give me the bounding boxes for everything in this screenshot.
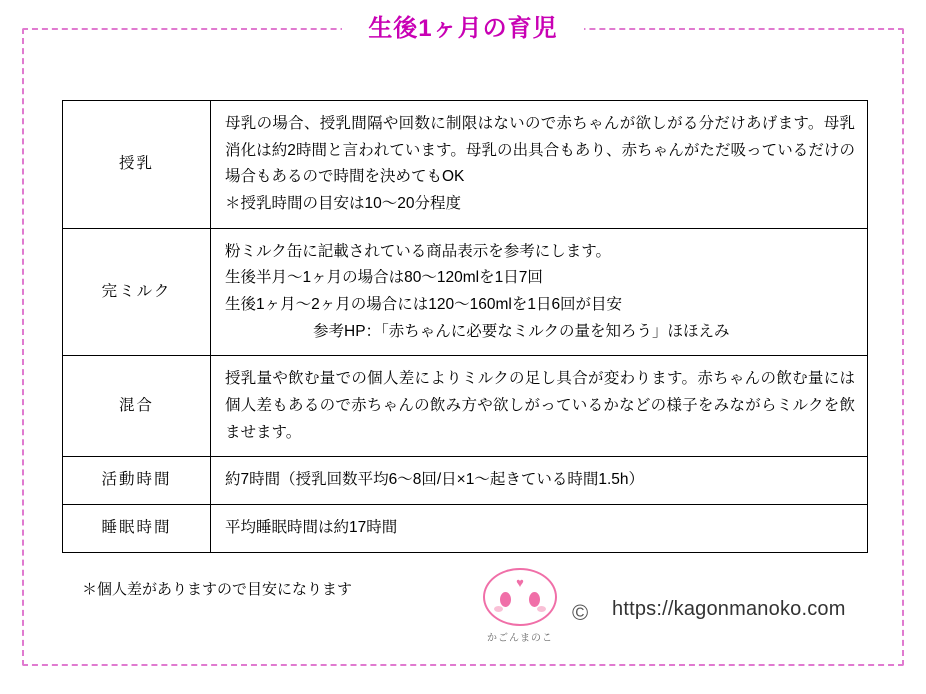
- content-area: [62, 100, 868, 553]
- blush-right-icon: [537, 606, 546, 612]
- row-body-mixed: [211, 356, 868, 457]
- title-container: [0, 14, 926, 44]
- table-row: [63, 101, 868, 229]
- eye-right-icon: [529, 592, 540, 607]
- row-label-formula: 完ミルク: [63, 228, 211, 356]
- blush-left-icon: [494, 606, 503, 612]
- site-logo: [480, 568, 560, 650]
- row-body-sleep-time: [211, 504, 868, 552]
- table-row: [63, 356, 868, 457]
- formula-line-3: 生後1ヶ月〜2ヶ月の場合には120〜160mlを1日6回が目安: [225, 295, 623, 313]
- site-url: https://kagonmanoko.com: [612, 598, 846, 620]
- nursing-paragraph: 母乳の場合、授乳間隔や回数に制限はないので赤ちゃんが欲しがる分だけあげます。母乳消化は約2時間と言われています。母乳の出具合もあり、赤ちゃんがただ吸っているだけの場合もあるので時間を決めてもOK: [225, 115, 855, 186]
- logo-text: かごんまのこ: [487, 633, 553, 644]
- mixed-paragraph: 授乳量や飲む量での個人差によりミルクの足し具合が変わります。赤ちゃんの飲む量には個人差もあるので赤ちゃんの飲み方や欲しがっているかなどの様子をみながらミルクを飲ませます。: [225, 370, 855, 441]
- copyright-icon: ©: [572, 600, 589, 625]
- sleep-time-text: 平均睡眠時間は約17時間: [225, 518, 398, 536]
- row-label-nursing: 授乳: [63, 101, 211, 229]
- page-title: 生後1ヶ月の育児: [342, 14, 583, 44]
- footer: [480, 568, 880, 664]
- table-row: [63, 457, 868, 505]
- heart-icon: ♥: [516, 575, 524, 590]
- formula-reference: 参考HP：「赤ちゃんに必要なミルクの量を知ろう」ほほえみ: [313, 322, 730, 340]
- individual-difference-note: ＊個人差がありますので目安になります: [82, 581, 353, 598]
- row-label-mixed: 混合: [63, 356, 211, 457]
- childcare-info-table: [62, 100, 868, 553]
- table-row: [63, 228, 868, 356]
- logo-face-icon: [483, 568, 557, 626]
- active-time-text: 約7時間（授乳回数平均6〜8回/日×1〜起きている時間1.5h）: [225, 471, 645, 489]
- eye-left-icon: [500, 592, 511, 607]
- formula-line-2: 生後半月〜1ヶ月の場合は80〜120mlを1日7回: [225, 269, 543, 287]
- row-body-nursing: [211, 101, 868, 229]
- table-row: [63, 504, 868, 552]
- row-label-active-time: 活動時間: [63, 457, 211, 505]
- nursing-note: ＊授乳時間の目安は10〜20分程度: [225, 194, 461, 212]
- row-body-formula: [211, 228, 868, 356]
- row-body-active-time: [211, 457, 868, 505]
- formula-line-1: 粉ミルク缶に記載されている商品表示を参考にします。: [225, 242, 611, 260]
- row-label-sleep-time: 睡眠時間: [63, 504, 211, 552]
